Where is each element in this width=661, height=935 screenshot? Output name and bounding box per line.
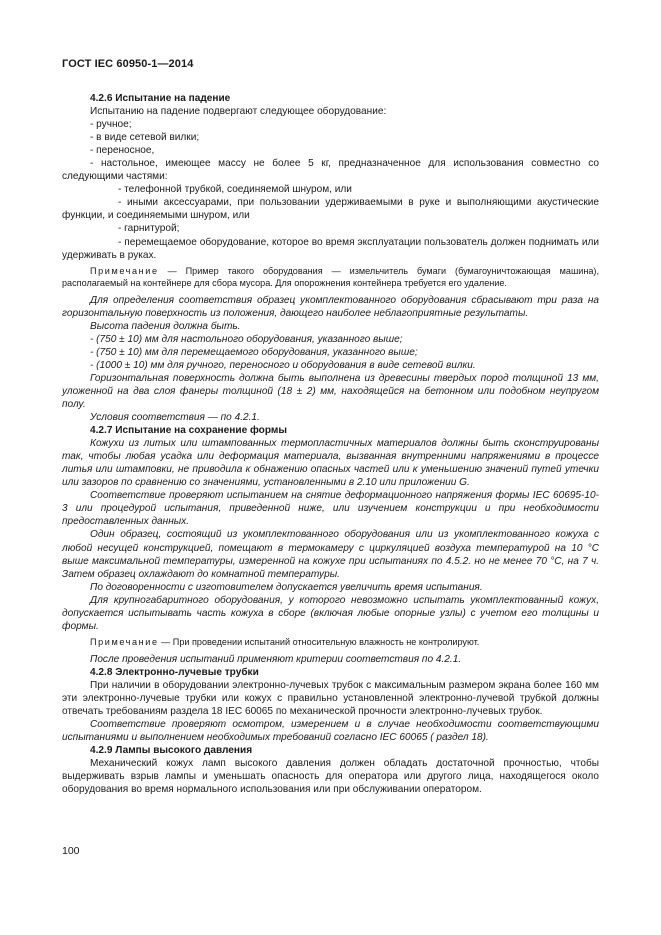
list-item: - ручное; bbox=[90, 119, 132, 131]
section-title-4-2-9: 4.2.9 Лампы высокого давления bbox=[90, 745, 253, 757]
sub-list-item: - иными аксессуарами, при пользовании удерживаемыми в руке и выполняющими акустические функции, и соединяемыми шнуром, или bbox=[62, 197, 599, 222]
paragraph: Соответствие проверяют осмотром, измерением и в случае необходимости соответствующими испытаниями и выполнением необходимых требований согласно IEC 60065 ( раздел 18). bbox=[62, 719, 599, 744]
list-item: - (750 ± 10) мм для перемещаемого оборудования, указанного выше; bbox=[90, 346, 418, 358]
paragraph: Соответствие проверяют испытанием на снятие деформационного напряжения формы IEC 60695-10-3 или процедурой испытания, приведенной ниже, или изучением конструкции и при необходимости предоставленных данных. bbox=[62, 490, 599, 528]
paragraph: Условия соответствия — по 4.2.1. bbox=[90, 412, 260, 424]
note bbox=[62, 636, 599, 648]
list-item: - в виде сетевой вилки; bbox=[90, 132, 200, 144]
list-item: - настольное, имеющее массу не более 5 кг, предназначенное для использования совместно со следующими частями: bbox=[62, 158, 599, 183]
section-title-4-2-8: 4.2.8 Электронно-лучевые трубки bbox=[90, 666, 259, 678]
note-label: Примечание bbox=[90, 265, 159, 276]
sub-list-item: - телефонной трубкой, соединяемой шнуром, или bbox=[118, 184, 352, 196]
paragraph: Высота падения должна быть. bbox=[90, 320, 241, 332]
sub-list-item: - перемещаемое оборудование, которое во время эксплуатации пользователь должен поднимать или удерживать в руках. bbox=[62, 236, 599, 261]
list-item: - переносное, bbox=[90, 145, 155, 157]
note bbox=[62, 265, 599, 289]
list-item: - (750 ± 10) мм для настольного оборудования, указанного выше; bbox=[90, 333, 403, 345]
page-body bbox=[62, 92, 599, 796]
list-item: - (1000 ± 10) мм для ручного, переносного и оборудования в виде сетевой вилки. bbox=[90, 359, 476, 371]
paragraph: При наличии в оборудовании электронно-лучевых трубок с максимальным размером экрана более 160 мм эти электронно-лучевые трубки или кожух с правильно установленной электронно-лучевой трубкой должны отвечать требованиям раздела 18 IEC 60065 по механической прочности электронно-лучевых трубок. bbox=[62, 679, 599, 718]
paragraph: Испытанию на падение подвергают следующее оборудование: bbox=[90, 106, 387, 118]
note-text: — Пример такого оборудования — измельчитель бумаги (бумагоуничтожающая машина), располагаемый на контейнере для сбора мусора. Для опорожнения контейнера требуется его удаление. bbox=[62, 265, 599, 288]
section-title-4-2-6: 4.2.6 Испытание на падение bbox=[90, 93, 231, 104]
paragraph: Механический кожух ламп высокого давления должен обладать достаточной прочностью, чтобы выдерживать взрыв лампы и уменьшать опасность для оператора или другого лица, находящегося около оборудования во время нормального использования или при обслуживании оператором. bbox=[62, 758, 599, 796]
paragraph: Кожухи из литых или штампованных термопластичных материалов должны быть сконструированы так, чтобы любая усадка или деформация материала, вызванная внутренними напряжениями в процессе литья или штамповки, не приводила к обнажению опасных частей или к уменьшению значений путей утечки или зазоров по сравнению со значениями, установленными в 2.10 или приложении G. bbox=[62, 438, 599, 489]
note-text: — При проведении испытаний относительную влажность не контролируют. bbox=[158, 636, 480, 647]
sub-list-item: - гарнитурой; bbox=[118, 223, 180, 235]
paragraph: Один образец, состоящий из укомплектованного оборудования или из укомплектованного кожуха с любой несущей конструкцией, помещают в термокамеру с циркуляцией воздуха температурой на 10 °С выше максимальной температуры, измеренной на кожухе при испытаниях по 4.5.2. но не менее 70 °С, на 7 ч. Затем образец охлаждают до комнатной температуры. bbox=[62, 529, 599, 580]
page-number: 100 bbox=[62, 845, 80, 857]
section-title-4-2-7: 4.2.7 Испытание на сохранение формы bbox=[90, 425, 287, 437]
document-header: ГОСТ IEC 60950-1—2014 bbox=[62, 58, 194, 70]
paragraph: После проведения испытаний применяют критерии соответствия по 4.2.1. bbox=[90, 653, 462, 665]
note-label: Примечание bbox=[90, 636, 159, 647]
paragraph: Для определения соответствия образец укомплектованного оборудования сбрасывают три раза на горизонтальную поверхность из положения, дающего наиболее неблагоприятные результаты. bbox=[62, 294, 599, 319]
paragraph: По договоренности с изготовителем допускается увеличить время испытания. bbox=[90, 581, 483, 593]
paragraph: Для крупногабаритного оборудования, у которого невозможно испытать укомплектованный кожух, допускается испытывать часть кожуха в сборе (включая любые опорные узлы) с учетом его толщины и формы. bbox=[62, 594, 599, 632]
paragraph: Горизонтальная поверхность должна быть выполнена из древесины твердых пород толщиной 13 мм, уложенной на два слоя фанеры толщиной (18 ± 2) мм, находящейся на бетонном или подобном неупругом полу. bbox=[62, 372, 599, 410]
